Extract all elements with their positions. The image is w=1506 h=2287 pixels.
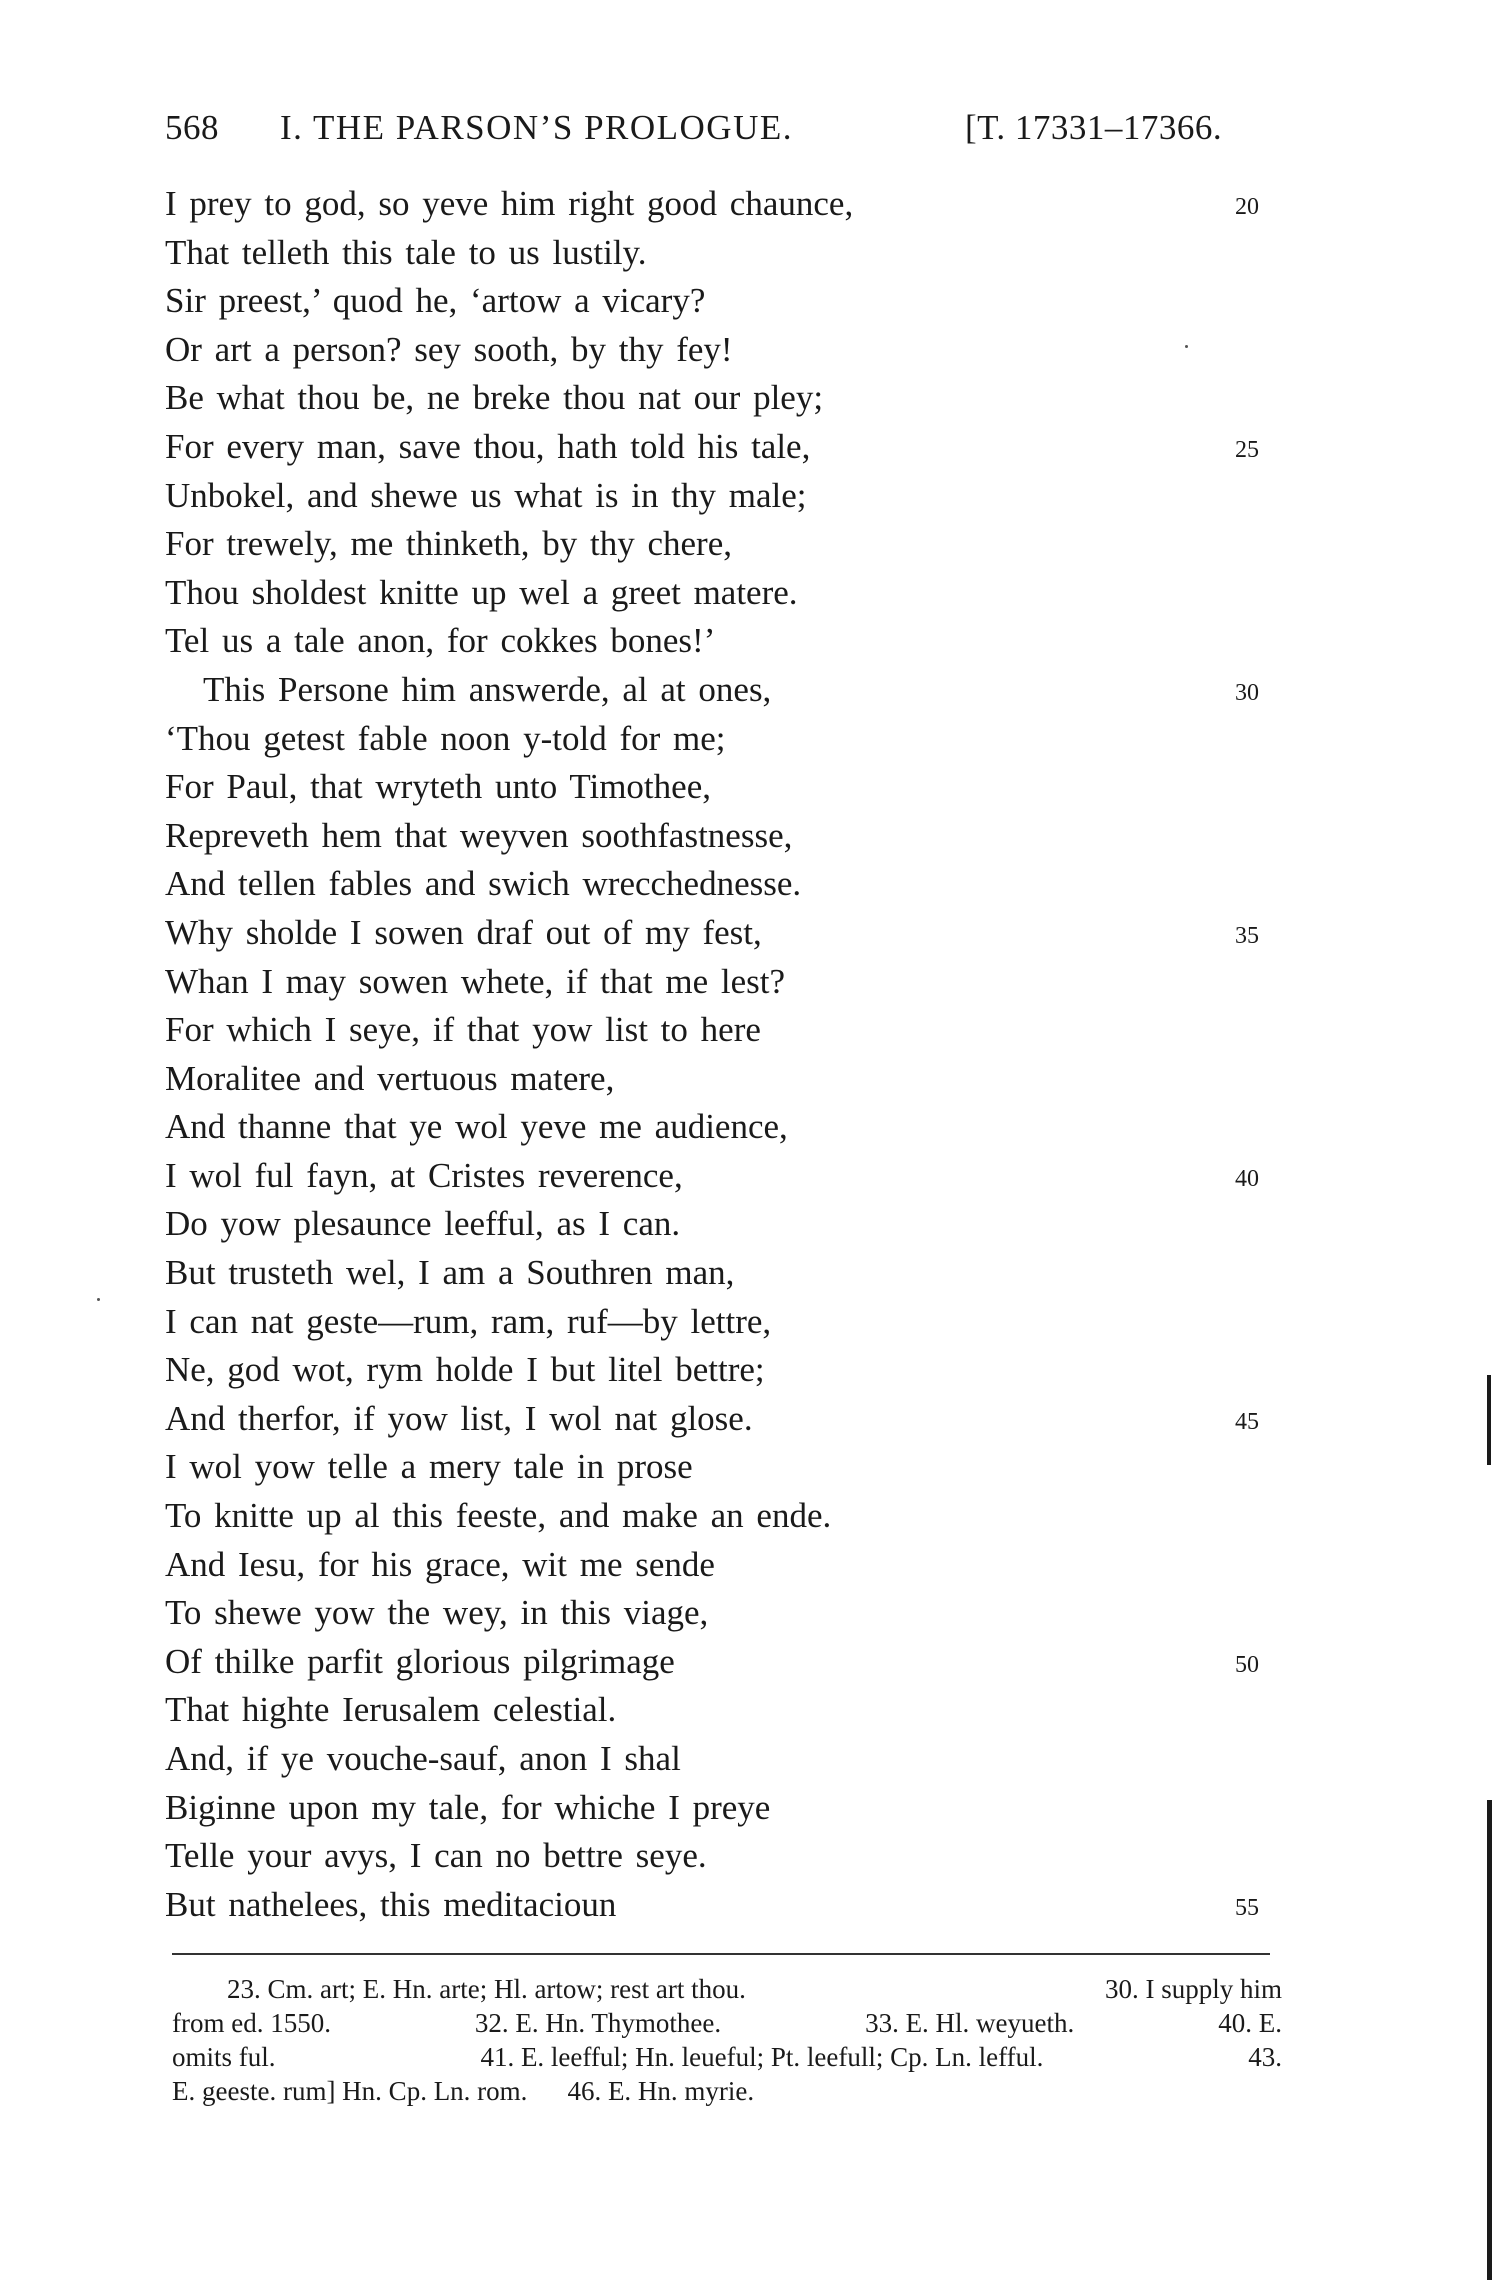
verse-line <box>165 180 1285 229</box>
footnote-segment: 32. E. Hn. Thymothee. <box>474 2008 722 2038</box>
footnote-segment: 43. <box>1248 2042 1282 2072</box>
verse-line-text: But trusteth wel, I am a Southren man, <box>165 1253 735 1293</box>
verse-line <box>165 715 1285 764</box>
footnote-segment: 40. E. <box>1218 2008 1282 2038</box>
verse-line-text: Thou sholdest knitte up wel a greet matere. <box>165 572 798 612</box>
verse-line-text: ‘Thou getest fable noon y-told for me; <box>165 718 726 758</box>
verse-line-text: Unbokel, and shewe us what is in thy male; <box>165 475 807 515</box>
verse-line <box>165 1589 1285 1638</box>
footnote-line <box>172 2006 1282 2040</box>
verse-line <box>165 1298 1285 1347</box>
verse-line-text: And, if ye vouche-sauf, anon I shal <box>165 1739 681 1778</box>
scan-speck <box>1185 345 1188 348</box>
verse-line <box>165 1249 1285 1298</box>
verse-line-text: I wol ful fayn, at Cristes reverence, <box>165 1155 683 1195</box>
line-number: 50 <box>1235 1651 1259 1678</box>
line-number: 30 <box>1235 679 1259 706</box>
verse-line-text: Why sholde I sowen draf out of my fest, <box>165 912 762 952</box>
verse-line <box>165 1638 1285 1687</box>
line-number: 40 <box>1235 1165 1259 1192</box>
footnote-line <box>172 2074 1282 2108</box>
footnote-segment: E. geeste. rum] Hn. Cp. Ln. rom. <box>172 2076 528 2106</box>
verse-line-text: To knitte up al this feeste, and make an ende. <box>165 1496 832 1536</box>
verse-line <box>165 229 1285 278</box>
verse-line <box>165 1541 1285 1590</box>
line-number: 25 <box>1235 436 1259 463</box>
page-number: 568 <box>165 108 219 147</box>
footnote-rule <box>172 1953 1270 1955</box>
line-number: 55 <box>1235 1894 1259 1921</box>
verse-line <box>165 1492 1285 1541</box>
verse-line <box>165 1152 1285 1201</box>
verse-line-text: And tellen fables and swich wrecchednesse. <box>165 864 802 904</box>
verse-line-text: Repreveth hem that weyven soothfastnesse, <box>165 815 793 855</box>
verse-line <box>165 812 1285 861</box>
verse-line <box>165 1881 1285 1930</box>
footnote-segment: 46. E. Hn. myrie. <box>567 2076 755 2106</box>
verse-line <box>165 1443 1285 1492</box>
verse-line-text: Whan I may sowen whete, if that me lest? <box>165 961 785 1001</box>
footnote-segment: omits ful. <box>172 2042 276 2072</box>
verse-line <box>165 326 1285 375</box>
footnote-line <box>172 2040 1282 2074</box>
verse-line-text: Telle your avys, I can no bettre seye. <box>165 1836 707 1876</box>
verse-line-text: Do yow plesaunce leefful, as I can. <box>165 1204 681 1244</box>
verse-line <box>165 1832 1285 1881</box>
verse-line-text: Sir preest,’ quod he, ‘artow a vicary? <box>165 281 706 321</box>
verse-line-text: For trewely, me thinketh, by thy chere, <box>165 524 732 564</box>
verse-line-text: For every man, save thou, hath told his tale, <box>165 426 811 466</box>
footnote-segment: 41. E. leefful; Hn. leueful; Pt. leefull; Cp. Ln. lefful. <box>480 2042 1044 2072</box>
verse-line-text: To shewe yow the wey, in this viage, <box>165 1593 709 1633</box>
verse-line <box>165 909 1285 958</box>
verse-line <box>165 1735 1285 1784</box>
verse-line-text: That telleth this tale to us lustily. <box>165 232 647 272</box>
verse-line-text: And Iesu, for his grace, wit me sende <box>165 1544 715 1584</box>
verse-line-text: For Paul, that wryteth unto Timothee, <box>165 767 711 807</box>
footnote-segment: from ed. 1550. <box>172 2008 331 2038</box>
verse-block <box>165 180 1285 1929</box>
running-head <box>165 108 1265 152</box>
verse-line-text: And therfor, if yow list, I wol nat glose. <box>165 1398 753 1438</box>
verse-line-text: I wol yow telle a mery tale in prose <box>165 1447 693 1487</box>
verse-line-text: For which I seye, if that yow list to here <box>165 1010 761 1050</box>
verse-line-text: This Persone him answerde, al at ones, <box>203 669 772 709</box>
section-title: I. THE PARSON’S PROLOGUE. <box>280 108 793 147</box>
verse-line <box>165 472 1285 521</box>
verse-line <box>165 958 1285 1007</box>
verse-line-text: And thanne that ye wol yeve me audience, <box>165 1107 788 1147</box>
verse-line <box>165 763 1285 812</box>
verse-line <box>165 1686 1285 1735</box>
verse-line <box>165 1200 1285 1249</box>
verse-line-text: Biginne upon my tale, for whiche I preye <box>165 1787 771 1827</box>
verse-line-text: I prey to god, so yeve him right good chaunce, <box>165 184 854 223</box>
verse-line-text: But nathelees, this meditacioun <box>165 1884 617 1924</box>
footnote-segment: 33. E. Hl. weyueth. <box>865 2008 1075 2038</box>
verse-line <box>165 860 1285 909</box>
footnote-line <box>172 1972 1282 2006</box>
scan-speck <box>97 1298 100 1301</box>
verse-line <box>165 569 1285 618</box>
footnote-segment: 23. Cm. art; E. Hn. arte; Hl. artow; rest art thou. <box>227 1974 746 2004</box>
verse-line <box>165 1055 1285 1104</box>
verse-line <box>165 1784 1285 1833</box>
verse-line <box>165 617 1285 666</box>
verse-line <box>165 1103 1285 1152</box>
line-number: 35 <box>1235 922 1259 949</box>
verse-line-text: Or art a person? sey sooth, by thy fey! <box>165 329 733 369</box>
verse-line-text: That highte Ierusalem celestial. <box>165 1690 617 1730</box>
verse-line-text: Of thilke parfit glorious pilgrimage <box>165 1641 675 1681</box>
line-range: [T. 17331–17366. <box>965 108 1223 147</box>
verse-line-text: Ne, god wot, rym holde I but litel bettre; <box>165 1350 765 1390</box>
verse-line-text: Tel us a tale anon, for cokkes bones!’ <box>165 621 716 661</box>
scan-edge-mark <box>1487 1800 1492 2280</box>
verse-line <box>165 666 1285 715</box>
line-number: 20 <box>1235 194 1259 220</box>
verse-line <box>165 1006 1285 1055</box>
verse-line <box>165 423 1285 472</box>
verse-line <box>165 1395 1285 1444</box>
line-number: 45 <box>1235 1408 1259 1435</box>
verse-line <box>165 277 1285 326</box>
verse-line <box>165 520 1285 569</box>
verse-line <box>165 1346 1285 1395</box>
verse-line-text: I can nat geste—rum, ram, ruf—by lettre, <box>165 1301 772 1341</box>
verse-line-text: Be what thou be, ne breke thou nat our pley; <box>165 378 824 418</box>
verse-line-text: Moralitee and vertuous matere, <box>165 1058 615 1098</box>
footnote-segment: 30. I supply him <box>1104 1974 1282 2004</box>
footnotes <box>172 1972 1282 2108</box>
scan-edge-mark <box>1487 1375 1491 1465</box>
verse-line <box>165 374 1285 423</box>
